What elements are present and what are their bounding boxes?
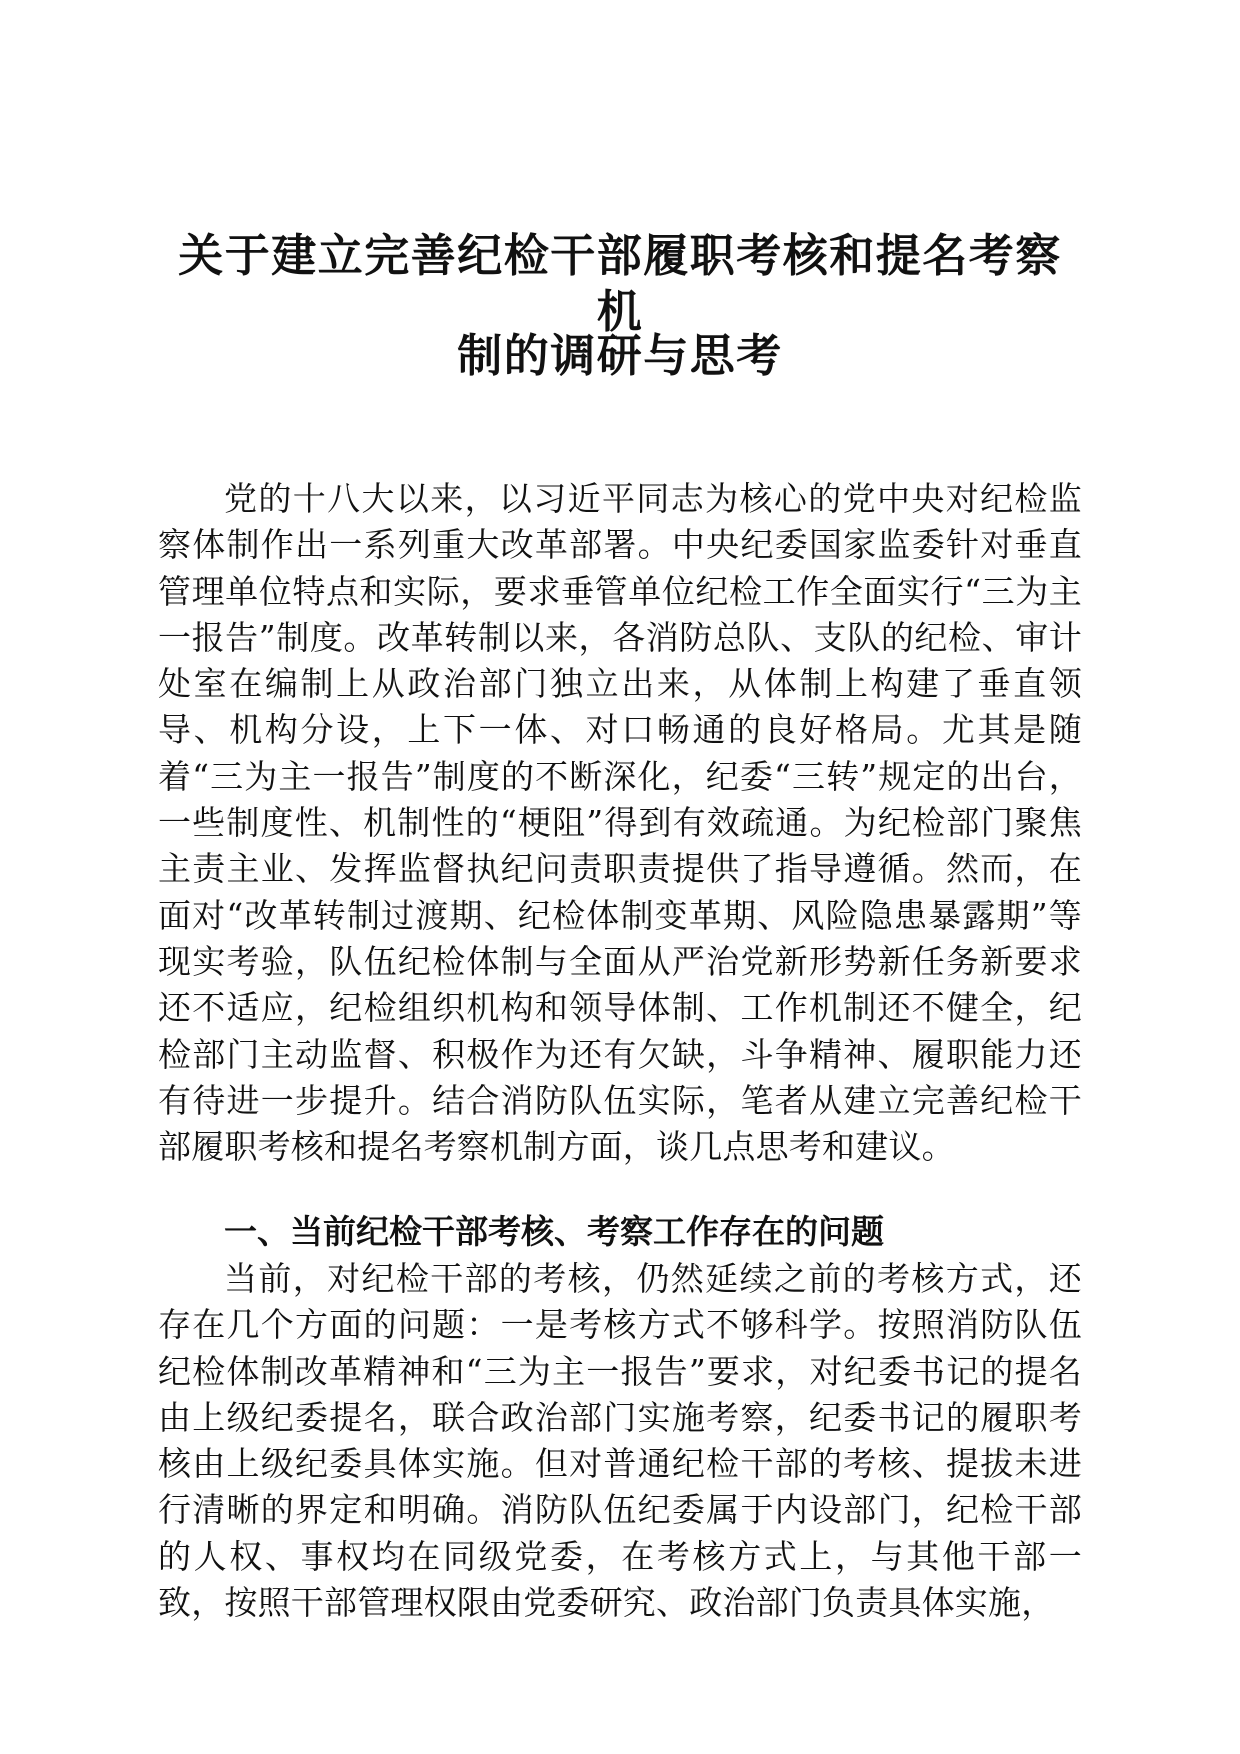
body-paragraph-1: 党的十八大以来，以习近平同志为核心的党中央对纪检监察体制作出一系列重大改革部署。中央纪委国家监委针对垂直管理单位特点和实际，要求垂管单位纪检工作全面实行“三为主一报告”制度。改革转制以来，各消防总队、支队的纪检、审计处室在编制上从政治部门独立出来，从体制上构建了垂直领导、机构分设，上下一体、对口畅通的良好格局。尤其是随着“三为主一报告”制度的不断深化，纪委“三转”规定的出台，一些制度性、机制性的“梗阻”得到有效疏通。为纪检部门聚焦主责主业、发挥监督执纪问责职责提供了指导遵循。然而，在面对“改革转制过渡期、纪检体制变革期、风险隐患暴露期”等现实考验，队伍纪检体制与全面从严治党新形势新任务新要求还不适应，纪检组织机构和领导体制、工作机制还不健全，纪检部门主动监督、积极作为还有欠缺，斗争精神、履职能力还有待进一步提升。结合消防队伍实际，笔者从建立完善纪检干部履职考核和提名考察机制方面，谈几点思考和建议。 (158, 479, 1082, 1167)
document-page (158, 0, 1082, 1754)
document-title-line-1: 关于建立完善纪检干部履职考核和提名考察机 (178, 229, 1062, 338)
body-paragraph-2: 当前，对纪检干部的考核，仍然延续之前的考核方式，还存在几个方面的问题：一是考核方式不够科学。按照消防队伍纪检体制改革精神和“三为主一报告”要求，对纪委书记的提名由上级纪委提名，联合政治部门实施考察，纪委书记的履职考核由上级纪委具体实施。但对普通纪检干部的考核、提拔未进行清晰的界定和明确。消防队伍纪委属于内设部门，纪检干部的人权、事权均在同级党委，在考核方式上，与其他干部一致，按照干部管理权限由党委研究、政治部门负责具体实施， (158, 1259, 1082, 1623)
document-title-line-2: 制的调研与思考 (457, 329, 783, 382)
section-heading-1: 一、当前纪检干部考核、考察工作存在的问题 (224, 1212, 884, 1251)
